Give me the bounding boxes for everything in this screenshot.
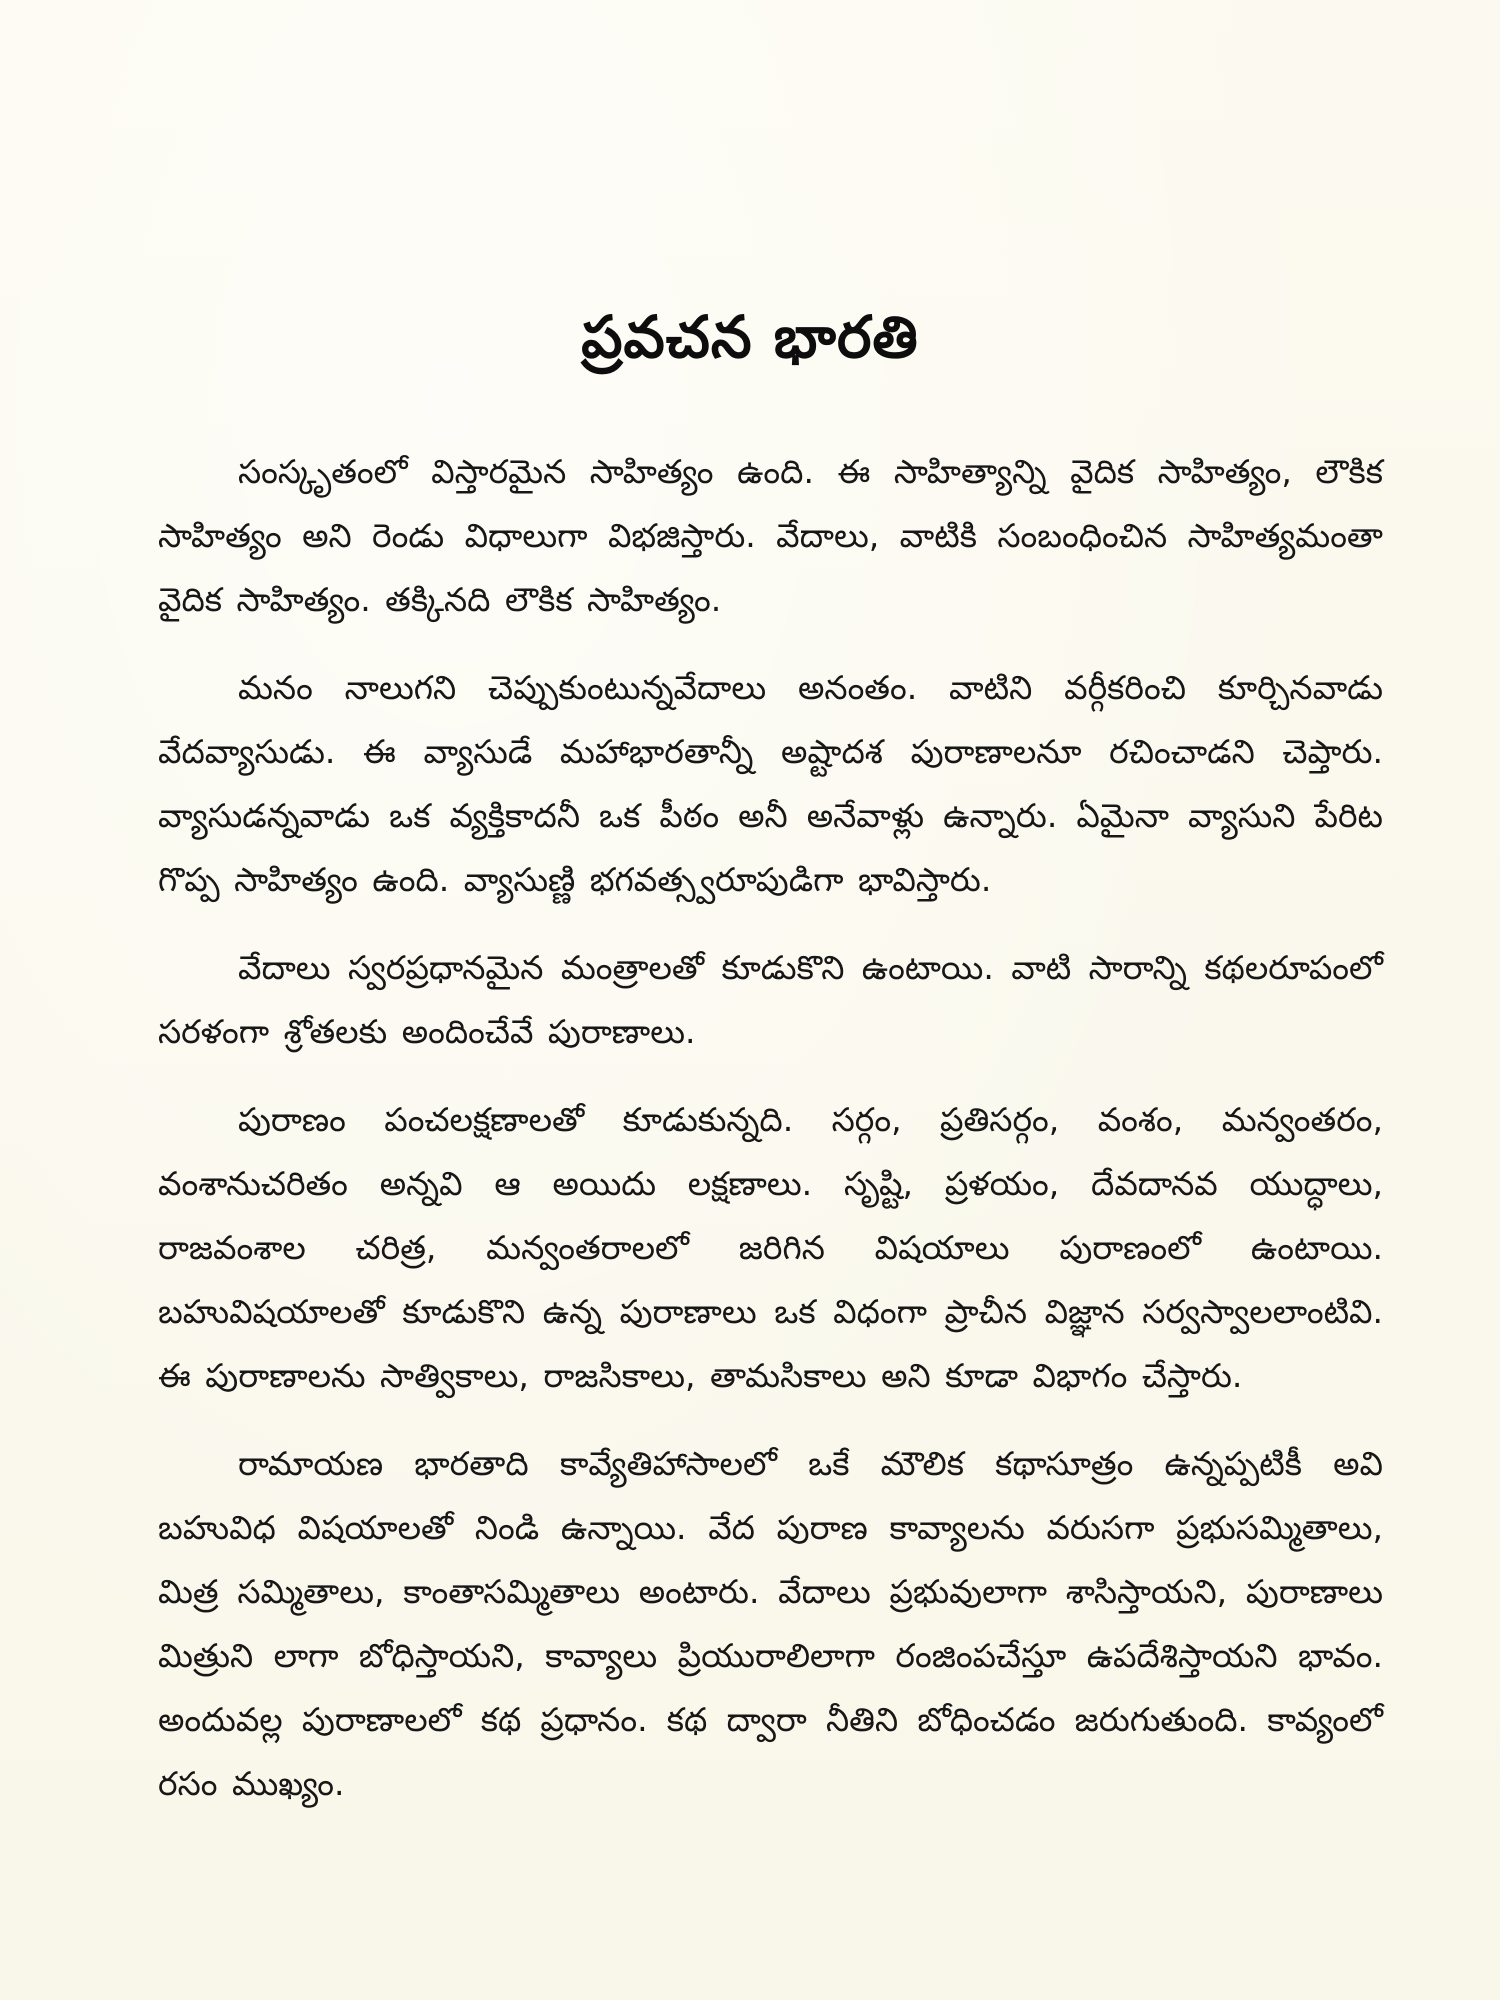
body-text [158,440,1383,1840]
paragraph-2: మనం నాలుగని చెప్పుకుంటున్నవేదాలు అనంతం. వాటిని వర్గీకరించి కూర్చినవాడు వేదవ్యాసుడు. ఈ వ్యాసుడే మహాభారతాన్నీ అష్టాదశ పురాణాలనూ రచించాడని చెప్తారు. వ్యాసుడన్నవాడు ఒక వ్యక్తికాదనీ ఒక పీఠం అనీ అనేవాళ్లు ఉన్నారు. ఏమైనా వ్యాసుని పేరిట గొప్ప సాహిత్యం ఉంది. వ్యాసుణ్ణి భగవత్స్వరూపుడిగా భావిస్తారు. [158,668,1383,899]
paragraph-1: సంస్కృతంలో విస్తారమైన సాహిత్యం ఉంది. ఈ సాహిత్యాన్ని వైదిక సాహిత్యం, లౌకిక సాహిత్యం అని రెండు విధాలుగా విభజిస్తారు. వేదాలు, వాటికి సంబంధించిన సాహిత్యమంతా వైదిక సాహిత్యం. తక్కినది లౌకిక సాహిత్యం. [158,452,1383,619]
paragraph-4: పురాణం పంచలక్షణాలతో కూడుకున్నది. సర్గం, ప్రతిసర్గం, వంశం, మన్వంతరం, వంశానుచరితం అన్నవి ఆ అయిదు లక్షణాలు. సృష్టి, ప్రళయం, దేవదానవ యుద్ధాలు, రాజవంశాల చరిత్ర, మన్వంతరాలలో జరిగిన విషయాలు పురాణంలో ఉంటాయి. బహువిషయాలతో కూడుకొని ఉన్న పురాణాలు ఒక విధంగా ప్రాచీన విజ్ఞాన సర్వస్వాలలాంటివి. ఈ పురాణాలను సాత్వికాలు, రాజసికాలు, తామసికాలు అని కూడా విభాగం చేస్తారు. [158,1100,1383,1395]
page-title: ప్రవచన భారతి [581,302,919,371]
paragraph-5: రామాయణ భారతాది కావ్యేతిహాసాలలో ఒకే మౌలిక కథాసూత్రం ఉన్నప్పటికీ అవి బహువిధ విషయాలతో నిండి ఉన్నాయి. వేద పురాణ కావ్యాలను వరుసగా ప్రభుసమ్మితాలు, మిత్ర సమ్మితాలు, కాంతాసమ్మితాలు అంటారు. వేదాలు ప్రభువులాగా శాసిస్తాయని, పురాణాలు మిత్రుని లాగా బోధిస్తాయని, కావ్యాలు ప్రియురాలిలాగా రంజింపచేస్తూ ఉపదేశిస్తాయని భావం. అందువల్ల పురాణాలలో కథ ప్రధానం. కథ ద్వారా నీతిని బోధించడం జరుగుతుంది. కావ్యంలో రసం ముఖ్యం. [158,1444,1383,1803]
paragraph-3: వేదాలు స్వరప్రధానమైన మంత్రాలతో కూడుకొని ఉంటాయి. వాటి సారాన్ని కథలరూపంలో సరళంగా శ్రోతలకు అందించేవే పురాణాలు. [158,948,1383,1051]
